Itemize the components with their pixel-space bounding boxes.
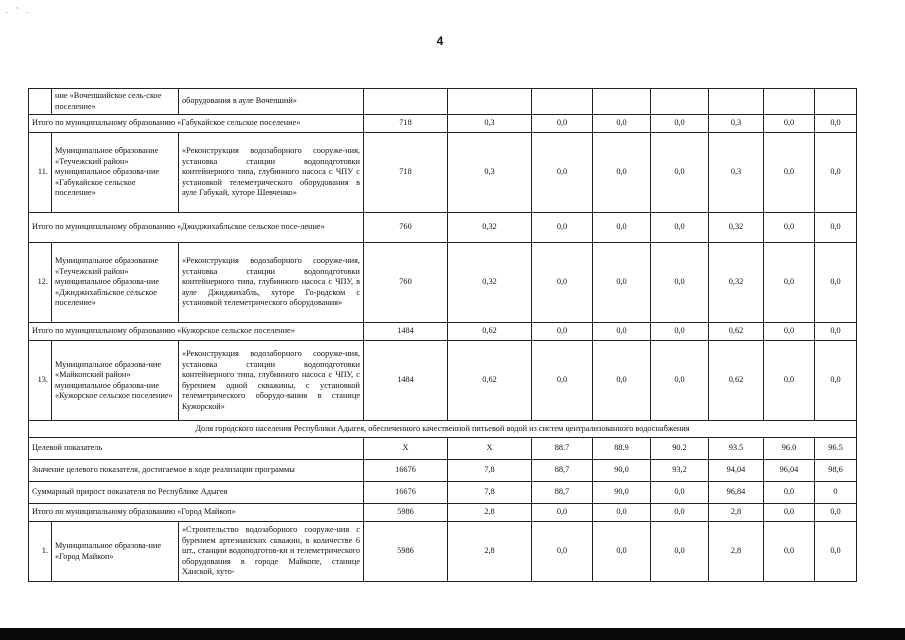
value-cell: 0,0 <box>815 323 857 341</box>
value-cell <box>532 89 593 115</box>
total-row <box>29 213 857 243</box>
value-cell: 5986 <box>364 504 448 522</box>
value-cell: 88,7 <box>532 482 593 504</box>
value-cell: 0,0 <box>764 522 815 582</box>
value-cell: 0,0 <box>532 522 593 582</box>
water-supply-table <box>28 88 857 582</box>
description-cell: «Реконструкция водозаборного сооруже-ния, установка станции водоподготовки контейнерного типа, глубинного насоса с ЧПУ, в ауле Джиджихабль, хуторе Го-родском с установкой телеметрического оборудования» <box>179 243 364 323</box>
value-cell <box>764 89 815 115</box>
value-cell: 0,0 <box>593 243 651 323</box>
value-cell: 0,62 <box>448 323 532 341</box>
row-index <box>29 89 52 115</box>
value-cell: 0,0 <box>764 341 815 421</box>
value-cell <box>709 89 764 115</box>
value-cell: 0,0 <box>593 504 651 522</box>
value-cell: 0,0 <box>815 243 857 323</box>
value-cell: 0,32 <box>448 213 532 243</box>
value-cell: 96,84 <box>709 482 764 504</box>
value-cell: 0,3 <box>709 133 764 213</box>
total-row <box>29 438 857 460</box>
value-cell: 0,0 <box>651 213 709 243</box>
value-cell: 0,0 <box>532 115 593 133</box>
municipality-cell: Муниципальное образова-ние «Город Майкоп» <box>52 522 179 582</box>
value-cell: 16676 <box>364 482 448 504</box>
value-cell: 0,0 <box>651 522 709 582</box>
section-header-row <box>29 421 857 438</box>
item-row <box>29 133 857 213</box>
value-cell: 0,0 <box>815 213 857 243</box>
description-cell: оборудования в ауле Вочепший» <box>179 89 364 115</box>
value-cell: X <box>364 438 448 460</box>
municipality-cell: Муниципальное образова-ние «Майкопский район» муниципальное образова-ние «Кужорское сельское поселение» <box>52 341 179 421</box>
value-cell: 0,0 <box>651 341 709 421</box>
value-cell: 0,0 <box>532 504 593 522</box>
value-cell: 1484 <box>364 323 448 341</box>
value-cell: 0,0 <box>764 213 815 243</box>
total-label: Итого по муниципальному образованию «Город Майкоп» <box>29 504 364 522</box>
value-cell: 0,0 <box>593 341 651 421</box>
value-cell: 0,0 <box>815 341 857 421</box>
value-cell: 0,0 <box>764 115 815 133</box>
total-label: Целевой показатель <box>29 438 364 460</box>
value-cell: 98,6 <box>815 460 857 482</box>
value-cell: 760 <box>364 213 448 243</box>
value-cell: 5986 <box>364 522 448 582</box>
value-cell: 0,0 <box>651 323 709 341</box>
value-cell: 93.5 <box>709 438 764 460</box>
value-cell: 88,7 <box>532 460 593 482</box>
section-title: Доля городского населения Республики Адыгея, обеспеченного качественной питьевой водой из систем централизованного водоснабжения <box>29 421 857 438</box>
value-cell: 0,0 <box>815 522 857 582</box>
total-row <box>29 323 857 341</box>
value-cell: 88.9 <box>593 438 651 460</box>
value-cell: 2,8 <box>448 504 532 522</box>
value-cell: 2,8 <box>709 522 764 582</box>
row-index: 1. <box>29 522 52 582</box>
municipality-cell: Муниципальное образование «Теучежский район» муниципальное образова-ние «Джиджихабльское сельское поселение» <box>52 243 179 323</box>
total-label: Итого по муниципальному образованию «Джиджихабльское сельское посе-ление» <box>29 213 364 243</box>
item-row <box>29 89 857 115</box>
value-cell: 0,32 <box>709 213 764 243</box>
value-cell: 760 <box>364 243 448 323</box>
value-cell <box>651 89 709 115</box>
value-cell: 7,8 <box>448 460 532 482</box>
value-cell: 0,32 <box>448 243 532 323</box>
scan-bottom-edge <box>0 628 905 640</box>
value-cell: 0,0 <box>593 323 651 341</box>
value-cell: 16676 <box>364 460 448 482</box>
value-cell: 0,0 <box>764 133 815 213</box>
total-label: Суммарный прирост показателя по Республике Адыгея <box>29 482 364 504</box>
value-cell: 0,3 <box>709 115 764 133</box>
item-row <box>29 341 857 421</box>
value-cell: 0,0 <box>651 115 709 133</box>
value-cell <box>364 89 448 115</box>
value-cell: 2,8 <box>709 504 764 522</box>
value-cell: 0,0 <box>651 482 709 504</box>
item-row <box>29 522 857 582</box>
value-cell: 0,3 <box>448 133 532 213</box>
value-cell: 0,0 <box>651 504 709 522</box>
value-cell <box>593 89 651 115</box>
total-row <box>29 482 857 504</box>
value-cell: 0 <box>815 482 857 504</box>
total-row <box>29 460 857 482</box>
value-cell: 0,0 <box>593 522 651 582</box>
value-cell: 90.2 <box>651 438 709 460</box>
total-label: Итого по муниципальному образованию «Габукайское сельское поселение» <box>29 115 364 133</box>
item-row <box>29 243 857 323</box>
value-cell: 0,32 <box>709 243 764 323</box>
value-cell: 0,0 <box>532 243 593 323</box>
description-cell: «Строительство водозаборного сооруже-ния с бурением артезианских скважин, в количестве 6 шт., станции водоподготов-ки и телеметрического оборудования в городе Майкопе, станице Ханской, хуто- <box>179 522 364 582</box>
value-cell: 96.5 <box>815 438 857 460</box>
value-cell: 0,62 <box>709 323 764 341</box>
value-cell: 96.0 <box>764 438 815 460</box>
row-index: 12. <box>29 243 52 323</box>
description-cell: «Реконструкция водозаборного сооруже-ния, установка станции водоподготовки контейнерного типа, глубинного насоса с ЧПУ, с бурением одной скважины, с установкой телеметрического оборудо-вания в станице Кужорской» <box>179 341 364 421</box>
value-cell: 93,2 <box>651 460 709 482</box>
value-cell: 0,0 <box>532 213 593 243</box>
value-cell: 0,62 <box>709 341 764 421</box>
value-cell: 718 <box>364 133 448 213</box>
value-cell: X <box>448 438 532 460</box>
total-row <box>29 115 857 133</box>
value-cell: 0,0 <box>764 243 815 323</box>
value-cell: 0,62 <box>448 341 532 421</box>
value-cell: 0,0 <box>815 115 857 133</box>
value-cell: 0,0 <box>532 133 593 213</box>
total-label: Значение целевого показателя, достигаемое в ходе реализации программы <box>29 460 364 482</box>
value-cell: 94,04 <box>709 460 764 482</box>
value-cell: 2,8 <box>448 522 532 582</box>
value-cell: 1484 <box>364 341 448 421</box>
value-cell: 0,0 <box>593 115 651 133</box>
value-cell: 0,3 <box>448 115 532 133</box>
value-cell: 7,8 <box>448 482 532 504</box>
total-row <box>29 504 857 522</box>
page-number: 4 <box>436 34 444 48</box>
value-cell: 0,0 <box>593 133 651 213</box>
row-index: 13. <box>29 341 52 421</box>
value-cell <box>448 89 532 115</box>
value-cell: 0,0 <box>764 504 815 522</box>
scan-marks: . ' . <box>6 6 32 15</box>
total-label: Итого по муниципальному образованию «Кужорское сельское поселение» <box>29 323 364 341</box>
municipality-cell: Муниципальное образование «Теучежский район» муниципальное образова-ние «Габукайское сельское поселение» <box>52 133 179 213</box>
value-cell: 0,0 <box>593 213 651 243</box>
municipality-cell: ние «Вочепшийское сель-ское поселение» <box>52 89 179 115</box>
value-cell: 90,0 <box>593 482 651 504</box>
value-cell: 0,0 <box>815 504 857 522</box>
value-cell: 0,0 <box>532 323 593 341</box>
value-cell: 0,0 <box>764 323 815 341</box>
value-cell: 0,0 <box>764 482 815 504</box>
value-cell: 88.7 <box>532 438 593 460</box>
value-cell: 0,0 <box>532 341 593 421</box>
value-cell: 96,04 <box>764 460 815 482</box>
value-cell: 718 <box>364 115 448 133</box>
value-cell: 0,0 <box>651 243 709 323</box>
value-cell: 0,0 <box>651 133 709 213</box>
value-cell <box>815 89 857 115</box>
row-index: 11. <box>29 133 52 213</box>
value-cell: 0,0 <box>815 133 857 213</box>
value-cell: 90,0 <box>593 460 651 482</box>
description-cell: «Реконструкция водозаборного сооруже-ния, установка станции водоподготовки контейнерного типа, глубинного насоса с ЧПУ с установкой телеметрического оборудования в ауле Габукай, хуторе Шевченко» <box>179 133 364 213</box>
